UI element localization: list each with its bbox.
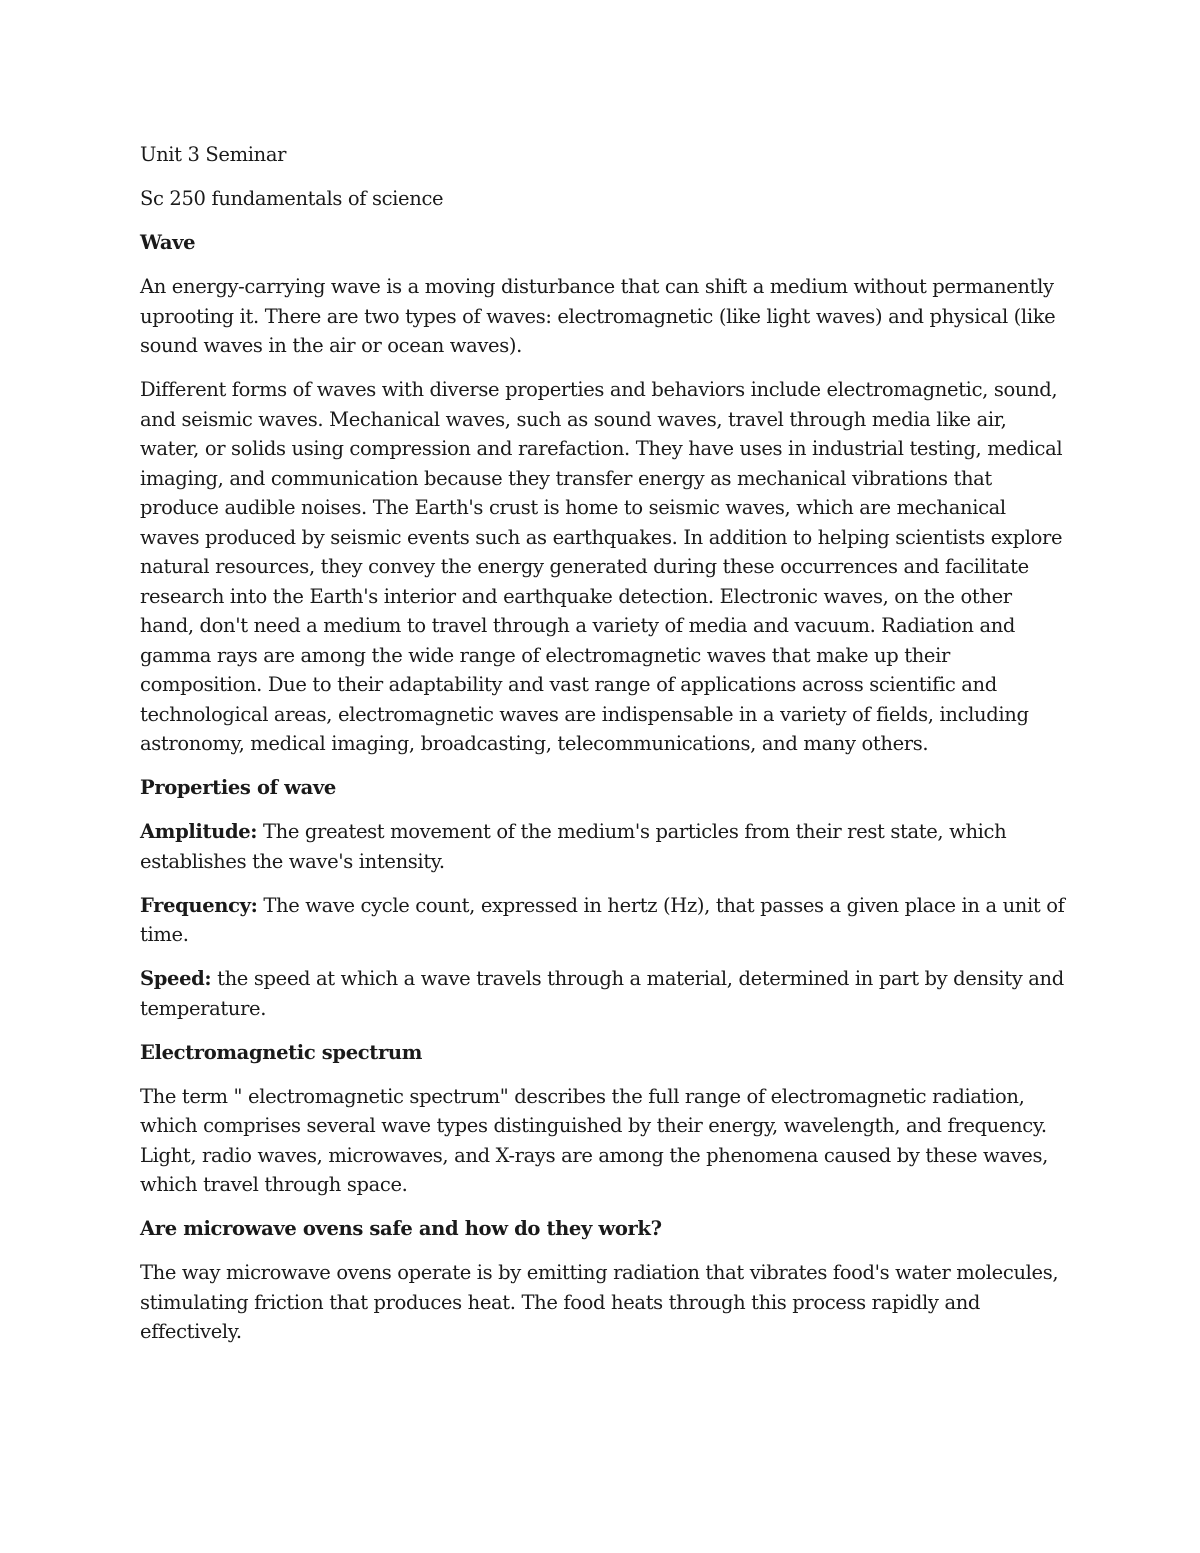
course-line: Sc 250 fundamentals of science: [140, 187, 444, 210]
wave-paragraph-1: An energy-carrying wave is a moving disturbance that can shift a medium without permanently uprooting it. There are two types of waves: electromagnetic (like light waves) and physical (like sound waves in the air or ocean waves).: [140, 275, 1056, 357]
spectrum-heading: Electromagnetic spectrum: [140, 1040, 422, 1064]
document-body: [140, 140, 1070, 1361]
spectrum-paragraph: The term " electromagnetic spectrum" describes the full range of electromagnetic radiation, which comprises several wave types distinguished by their energy, wavelength, and frequency. Light, radio waves, microwaves, and X-rays are among the phenomena caused by these waves, which travel through space.: [140, 1084, 1048, 1196]
amplitude-text: The greatest movement of the medium's particles from their rest state, which establishes the wave's intensity.: [140, 820, 1007, 873]
speed-text: the speed at which a wave travels through a material, determined in part by density and temperature.: [140, 967, 1064, 1020]
amplitude-paragraph: [140, 817, 1070, 876]
speed-paragraph: [140, 964, 1070, 1023]
amplitude-term: Amplitude:: [140, 820, 258, 843]
microwave-paragraph: The way microwave ovens operate is by emitting radiation that vibrates food's water molecules, stimulating friction that produces heat. The food heats through this process rapidly and effectively.: [140, 1261, 1059, 1343]
frequency-text: The wave cycle count, expressed in hertz (Hz), that passes a given place in a unit of time.: [140, 893, 1065, 946]
title-line: Unit 3 Seminar: [140, 143, 287, 166]
frequency-paragraph: [140, 891, 1070, 950]
properties-heading: Properties of wave: [140, 776, 336, 799]
frequency-term: Frequency:: [140, 893, 258, 917]
wave-heading: Wave: [140, 231, 196, 254]
microwave-heading: Are microwave ovens safe and how do they work?: [140, 1217, 662, 1240]
wave-paragraph-2: Different forms of waves with diverse properties and behaviors include electromagnetic, sound, and seismic waves. Mechanical waves, such as sound waves, travel through media like air, water, or solids using compression and rarefaction. They have uses in industrial testing, medical imaging, and communication because they transfer energy as mechanical vibrations that produce audible noises. The Earth's crust is home to seismic waves, which are mechanical waves produced by seismic events such as earthquakes. In addition to helping scientists explore natural resources, they convey the energy generated during these occurrences and facilitate research into the Earth's interior and earthquake detection. Electronic waves, on the other hand, don't need a medium to travel through a variety of media and vacuum. Radiation and gamma rays are among the wide range of electromagnetic waves that make up their composition. Due to their adaptability and vast range of applications across scientific and technological areas, electromagnetic waves are indispensable in a variety of fields, including astronomy, medical imaging, broadcasting, telecommunications, and many others.: [140, 378, 1063, 755]
speed-term: Speed:: [140, 967, 212, 990]
